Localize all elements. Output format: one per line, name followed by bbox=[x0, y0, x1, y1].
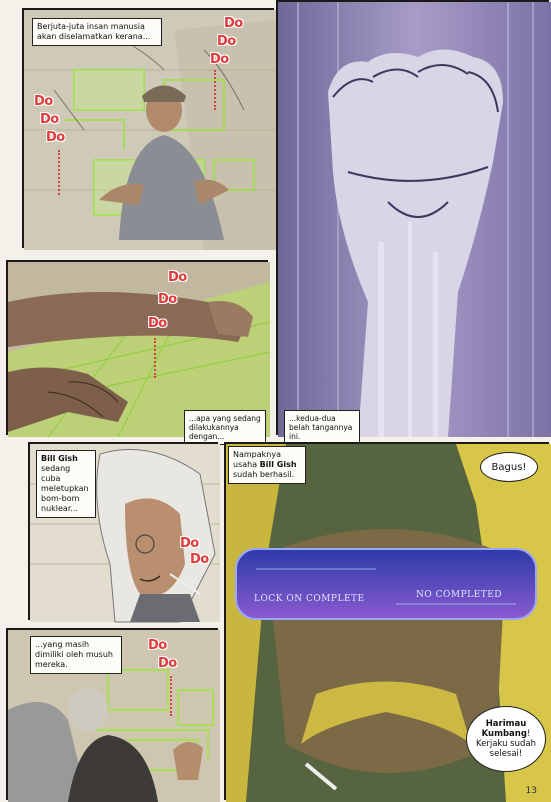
sfx-do: Do bbox=[46, 130, 65, 145]
panel-1-caption: Berjuta-juta insan manusia akan diselamatkan kerana... bbox=[32, 18, 162, 46]
speech-bubble-bottom bbox=[466, 706, 546, 772]
panel-3-art bbox=[278, 2, 551, 437]
sfx-dots bbox=[58, 150, 61, 195]
bubble-text: ! Kerjaku sudah selesai! bbox=[475, 729, 536, 759]
visor-readout-left: LOCK ON COMPLETE bbox=[254, 594, 365, 604]
sfx-dots bbox=[170, 676, 173, 716]
sfx-do: Do bbox=[158, 656, 177, 671]
caption-text: Nampaknya usaha bbox=[233, 450, 281, 469]
panel-1 bbox=[22, 8, 274, 248]
sfx-do: Do bbox=[190, 552, 209, 567]
sfx-do: Do bbox=[217, 34, 236, 49]
panel-4 bbox=[28, 442, 218, 620]
caption-text: sudah berhasil. bbox=[233, 470, 295, 479]
sfx-do: Do bbox=[34, 94, 53, 109]
sfx-do: Do bbox=[158, 292, 177, 307]
panel-2 bbox=[6, 260, 268, 441]
sfx-do: Do bbox=[224, 16, 243, 31]
panel-5 bbox=[6, 628, 218, 800]
sfx-do: Do bbox=[210, 52, 229, 67]
sfx-do: Do bbox=[180, 536, 199, 551]
panel-2-caption: ...apa yang sedang dilakukannya dengan... bbox=[184, 410, 266, 445]
visor-readout-right: NO COMPLETED bbox=[416, 590, 502, 600]
sfx-dots bbox=[154, 338, 157, 378]
page-number: 13 bbox=[525, 786, 537, 796]
caption-name: Bill Gish bbox=[259, 460, 297, 469]
panel-6-caption bbox=[228, 446, 306, 484]
sfx-dots bbox=[214, 70, 217, 110]
panel-5-caption: ...yang masih dimiliki oleh musuh mereka. bbox=[30, 636, 122, 674]
speech-bubble-top: Bagus! bbox=[480, 452, 538, 482]
panel-6 bbox=[224, 442, 549, 800]
panel-4-caption bbox=[36, 450, 96, 518]
panel-3-caption: ...kedua-dua belah tangannya ini. bbox=[284, 410, 360, 445]
sfx-do: Do bbox=[148, 638, 167, 653]
caption-text: sedang cuba meletupkan bom-bom nuklear... bbox=[41, 464, 89, 513]
bubble-name: Harimau Kumbang bbox=[481, 719, 527, 739]
sfx-do: Do bbox=[40, 112, 59, 127]
panel-3 bbox=[276, 0, 549, 441]
sfx-do: Do bbox=[148, 316, 167, 331]
caption-name: Bill Gish bbox=[41, 454, 78, 463]
sfx-do: Do bbox=[168, 270, 187, 285]
